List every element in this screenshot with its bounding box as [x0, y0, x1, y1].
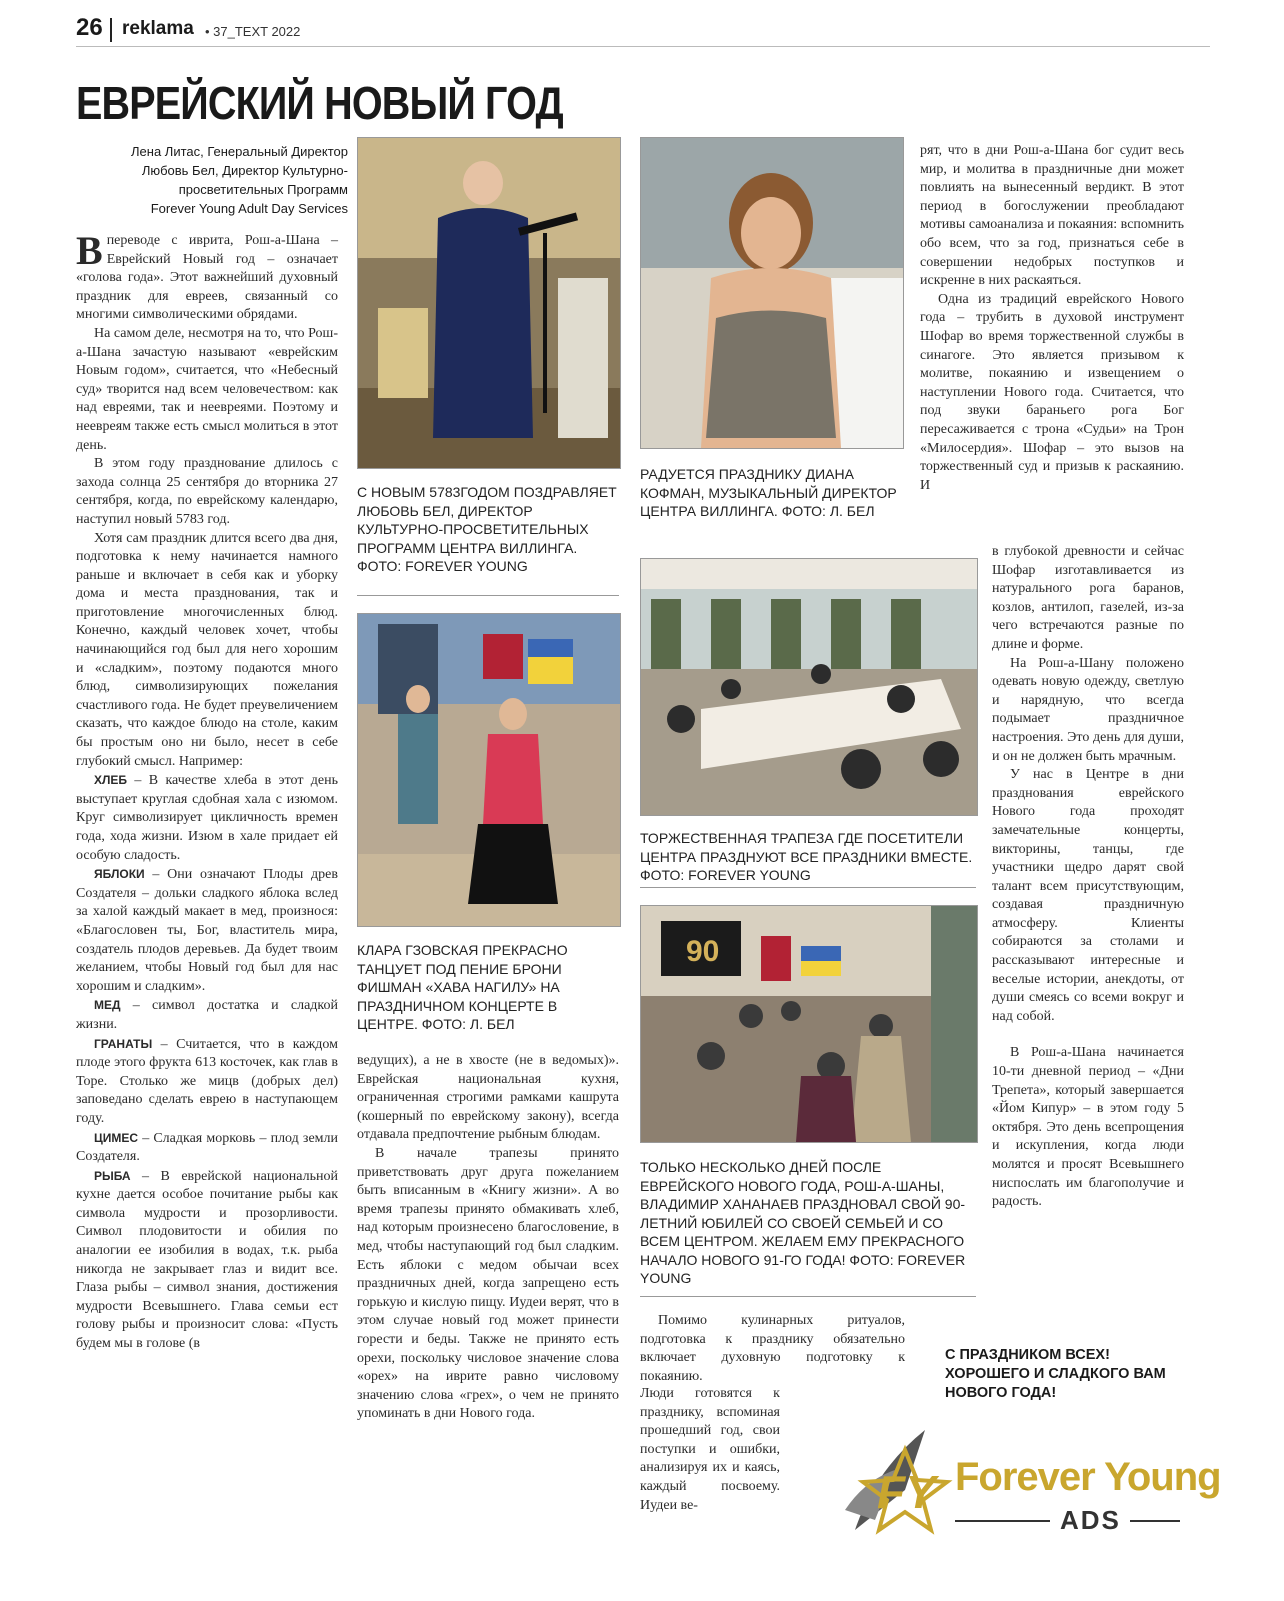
- photo-caption: ТОРЖЕСТВЕННАЯ ТРАПЕЗА ГДЕ ПОСЕТИТЕЛИ ЦЕНТРА ПРАЗДНУЮТ ВСЕ ПРАЗДНИКИ ВМЕСТЕ. ФОТО: FOREVER YOUNG: [640, 830, 973, 883]
- paragraph: В Рош-а-Шана начинается 10-ти дневной период – «Дни Трепета», который завершается «Йом Кипур» – в этом году 5 октября. Это день всепрощения и искупления, когда люди молятся и просят Всевышнего ниспослать им благополучие и радость.: [992, 1045, 1184, 1210]
- photo-90th-birthday: [640, 905, 978, 1143]
- photo-klara-dancing: [357, 613, 621, 927]
- page-number: 26: [76, 14, 103, 41]
- article-column-3-bottom: [640, 1385, 780, 1535]
- article-column-1: [76, 228, 338, 1532]
- paragraph: В этом году празднование длилось с захода солнца 25 сентября до вторника 27 сентября, когда, по еврейскому календарю, наступил новый 5783 год.: [76, 456, 338, 527]
- photo-festive-meal: [640, 558, 978, 816]
- svg-text:90: 90: [686, 935, 720, 968]
- logo-name: Forever Young: [955, 1455, 1221, 1499]
- paragraph: в глубокой древности и сейчас Шофар изготавливается из натурального рога баранов, козлов, антилоп, газелей, из-за чего встречаются разные по длине и форме.: [992, 544, 1184, 652]
- paragraph: На Рош-а-Шану положено одевать новую одежду, светлую и нарядную, что всегда подымает праздничное настроения. Это день для души, и он не должен быть мрачным.: [992, 655, 1184, 764]
- photo-caption: КЛАРА ГЗОВСКАЯ ПРЕКРАСНО ТАНЦУЕТ ПОД ПЕНИЕ БРОНИ ФИШМАН «ХАВА НАГИЛУ» НА ПРАЗДНИЧНОМ КОНЦЕРТЕ В ЦЕНТРЕ. ФОТО: Л. БЕЛ: [357, 942, 568, 1032]
- byline: [68, 142, 348, 218]
- caption-rule: [640, 887, 976, 888]
- paragraph: Люди готовятся к празднику, вспоминая прошедший год, свои поступки и ошибки, анализируя их и каясь, каждый посвоему. Иудеи ве-: [640, 1386, 780, 1513]
- byline-line: Любовь Бел, Директор Культурно-: [141, 163, 348, 178]
- paragraph: Хотя сам праздник длится всего два дня, подготовка к нему начинается намного раньше и включает в себя как и уборку дома и места празднования, так и приготовление многочисленных блюд. Конечно, каждый человек хочет, чтобы начинающийся год был для него хорошим и «сладким», поэтому подаются много блюд, символизирующих пожелания счастливого года. Не будет преувеличением сказать, что каждое блюдо на столе, каким бы простым оно ни было, несет в себе глубокий смысл. Например:: [76, 530, 338, 769]
- issue-label: • 37_TEXT 2022: [205, 24, 301, 39]
- article-column-4-top: [920, 142, 1184, 548]
- term-label: РЫБА: [94, 1168, 131, 1183]
- photo-caption: РАДУЕТСЯ ПРАЗДНИКУ ДИАНА КОФМАН, МУЗЫКАЛЬНЫЙ ДИРЕКТОР ЦЕНТРА ВИЛЛИНГА. ФОТО: Л. БЕЛ: [640, 466, 897, 519]
- section-name: reklama: [122, 18, 194, 39]
- article-column-2: [357, 1052, 619, 1532]
- header-divider: [110, 18, 112, 42]
- drop-cap: В: [76, 228, 103, 273]
- byline-line: Forever Young Adult Day Services: [150, 201, 348, 216]
- paragraph-text: – В еврейской национальной кухне дается особое почитание рыбы как символа мудрости и прозорливости. Символ плодовитости и обилия по аналогии ее изобилия в водах, т.к. рыба никогда не закрывает глаз и видит все. Глаза рыбы – символ знания, достижения мудрости Всевышнего. Глава семьи ест голову рыбы и произносит слова: «Пусть будем мы в голове (в: [76, 1168, 338, 1352]
- closing-greeting: С ПРАЗДНИКОМ ВСЕХ! ХОРОШЕГО И СЛАДКОГО ВАМ НОВОГО ГОДА!: [945, 1347, 1166, 1401]
- paragraph: На самом деле, несмотря на то, что Рош-а-Шана зачастую называют «еврейским Новым годом», считается, что «Небесный суд» творится над всем человечеством: как над евреями, так и неевреями. Поэтому и неевреям также есть смысл молиться в этот день.: [76, 325, 338, 453]
- paragraph: Помимо кулинарных ритуалов, подготовка к празднику обязательно включает духовную подготовку к покаянию.: [640, 1313, 905, 1384]
- paragraph: ведущих), а не в хвосте (не в ведомых)». Еврейская национальная кухня, ограниченная строгими рамками кашрута (кошерный по еврейскому закону), всегда отдавала предпочтение рыбным блюдам.: [357, 1053, 619, 1143]
- article-column-4-bottom: [992, 543, 1184, 1308]
- paragraph-text: – Они означают Плоды древ Создателя – дольки сладкого яблока вслед за халой каждый макает в мед, произнося: «Благословен ты, Бог, властитель мира, создатель плодов деревьев. Да будет твоим желанием, чтобы Новый год был для нас хорошим и сладким».: [76, 867, 338, 994]
- header-rule: [76, 46, 1210, 47]
- photo-lyubov-bel: [357, 137, 621, 469]
- caption-rule: [640, 1296, 976, 1297]
- byline-line: Лена Литас, Генеральный Директор: [131, 144, 348, 159]
- photo-diana-kofman: [640, 137, 904, 449]
- paragraph: Одна из традиций еврейского Нового года – трубить в духовой инструмент Шофар во время торжественной службы в синагоге. Это является призывом к молитве, покаянию и извещением о наступлении Нового года. Считается, что под звуки бараньего рога Бог пересаживается с трона «Судьи» на Трон «Милосердия». Шофар – это вызов на торжественный суд и призыв к раскаянию. И: [920, 291, 1184, 493]
- term-label: ЯБЛОКИ: [94, 867, 145, 882]
- byline-line: просветительных Программ: [178, 182, 348, 197]
- photo-caption: ТОЛЬКО НЕСКОЛЬКО ДНЕЙ ПОСЛЕ ЕВРЕЙСКОГО НОВОГО ГОДА, РОШ-А-ШАНЫ, ВЛАДИМИР ХАНАНАЕВ ПРАЗДНОВАЛ СВОЙ 90-ЛЕТНИЙ ЮБИЛЕЙ СО СВОЕЙ СЕМЬЕЙ И СО ВСЕМ ЦЕНТРОМ. ЖЕЛАЕМ ЕМУ ПРЕКРАСНОГО НАЧАЛО НОВОГО 91-ГО ГОДА! ФОТО: FOREVER YOUNG: [640, 1159, 966, 1286]
- paragraph: переводе с иврита, Рош-а-Шана – Еврейский Новый год – означает «голова года». Этот важнейший духовный праздник для евреев, связанный со многими символическими обрядами.: [76, 233, 338, 323]
- paragraph-text: – Сладкая морковь – плод земли Создателя.: [76, 1130, 338, 1165]
- paragraph-text: – В качестве хлеба в этот день выступает круглая сдобная хала с изюмом. Круг символизирует цикличность времен года, хода жизни. Изюм в хале придает ей особую сладость.: [76, 773, 338, 863]
- logo-rule: [1130, 1520, 1180, 1522]
- paragraph-text: – Считается, что в каждом плоде этого фрукта 613 косточек, как глав в Торе. Столько же мицв (добрых дел) заповедано сделать еврею в наступающем году.: [76, 1036, 338, 1126]
- paragraph: У нас в Центре в дни празднования еврейского Нового года проходят замечательные концерты, викторины, танцы, где участники щедро дарят свой талант всем присутствующим, создавая праздничную атмосферу. Клиенты собираются за столами и рассказывают интересные и веселые истории, анекдоты, от души смеясь со всеми вокруг и над собой.: [992, 767, 1184, 1024]
- photo-caption: С НОВЫМ 5783ГОДОМ ПОЗДРАВЛЯЕТ ЛЮБОВЬ БЕЛ, ДИРЕКТОР КУЛЬТУРНО-ПРОСВЕТИТЕЛЬНЫХ ПРОГРАММ ЦЕНТРА ВИЛЛИНГА. ФОТО: FOREVER YOUNG: [357, 484, 617, 574]
- logo-mark: FY: [877, 1466, 936, 1518]
- logo-subtitle: ADS: [1060, 1505, 1121, 1535]
- paragraph-text: – символ достатка и сладкой жизни.: [76, 998, 338, 1032]
- term-label: ЦИМЕС: [94, 1130, 139, 1145]
- paragraph: рят, что в дни Рош-а-Шана бог судит весь мир, и молитва в праздничные дни может повлиять на вынесенный вердикт. В этот период в богослужении преобладают мотивы самоанализа и покаяния: вспомнить обо всем, что за год, признаться себе в совершении недобрых поступков и искренне в них раскаяться.: [920, 143, 1184, 289]
- logo-rule: [955, 1520, 1050, 1522]
- term-label: МЕД: [94, 998, 121, 1013]
- term-label: ХЛЕБ: [94, 773, 128, 788]
- headline: ЕВРЕЙСКИЙ НОВЫЙ ГОД: [76, 77, 563, 129]
- paragraph: В начале трапезы принято приветствовать друг друга пожеланием быть вписанным в «Книгу жизни». А во время трапезы принято обмакивать хлеб, над которым произнесено благословение, в мед, чтобы наступающий год был сладким. Есть яблоки с медом обычаи всех праздничных дней, когда запрещено есть горькую и кислую пищу. Иудеи верят, что в этом случае новый год может принести горести и беды. Также не принято есть орехи, поскольку числовое значение слова «орех» на иврите равно числовому значению слова «грех», о чем не принято упоминать в дни Нового года.: [357, 1145, 619, 1422]
- term-label: ГРАНАТЫ: [94, 1036, 153, 1051]
- caption-rule: [357, 595, 619, 596]
- article-column-3-top: [640, 1312, 905, 1384]
